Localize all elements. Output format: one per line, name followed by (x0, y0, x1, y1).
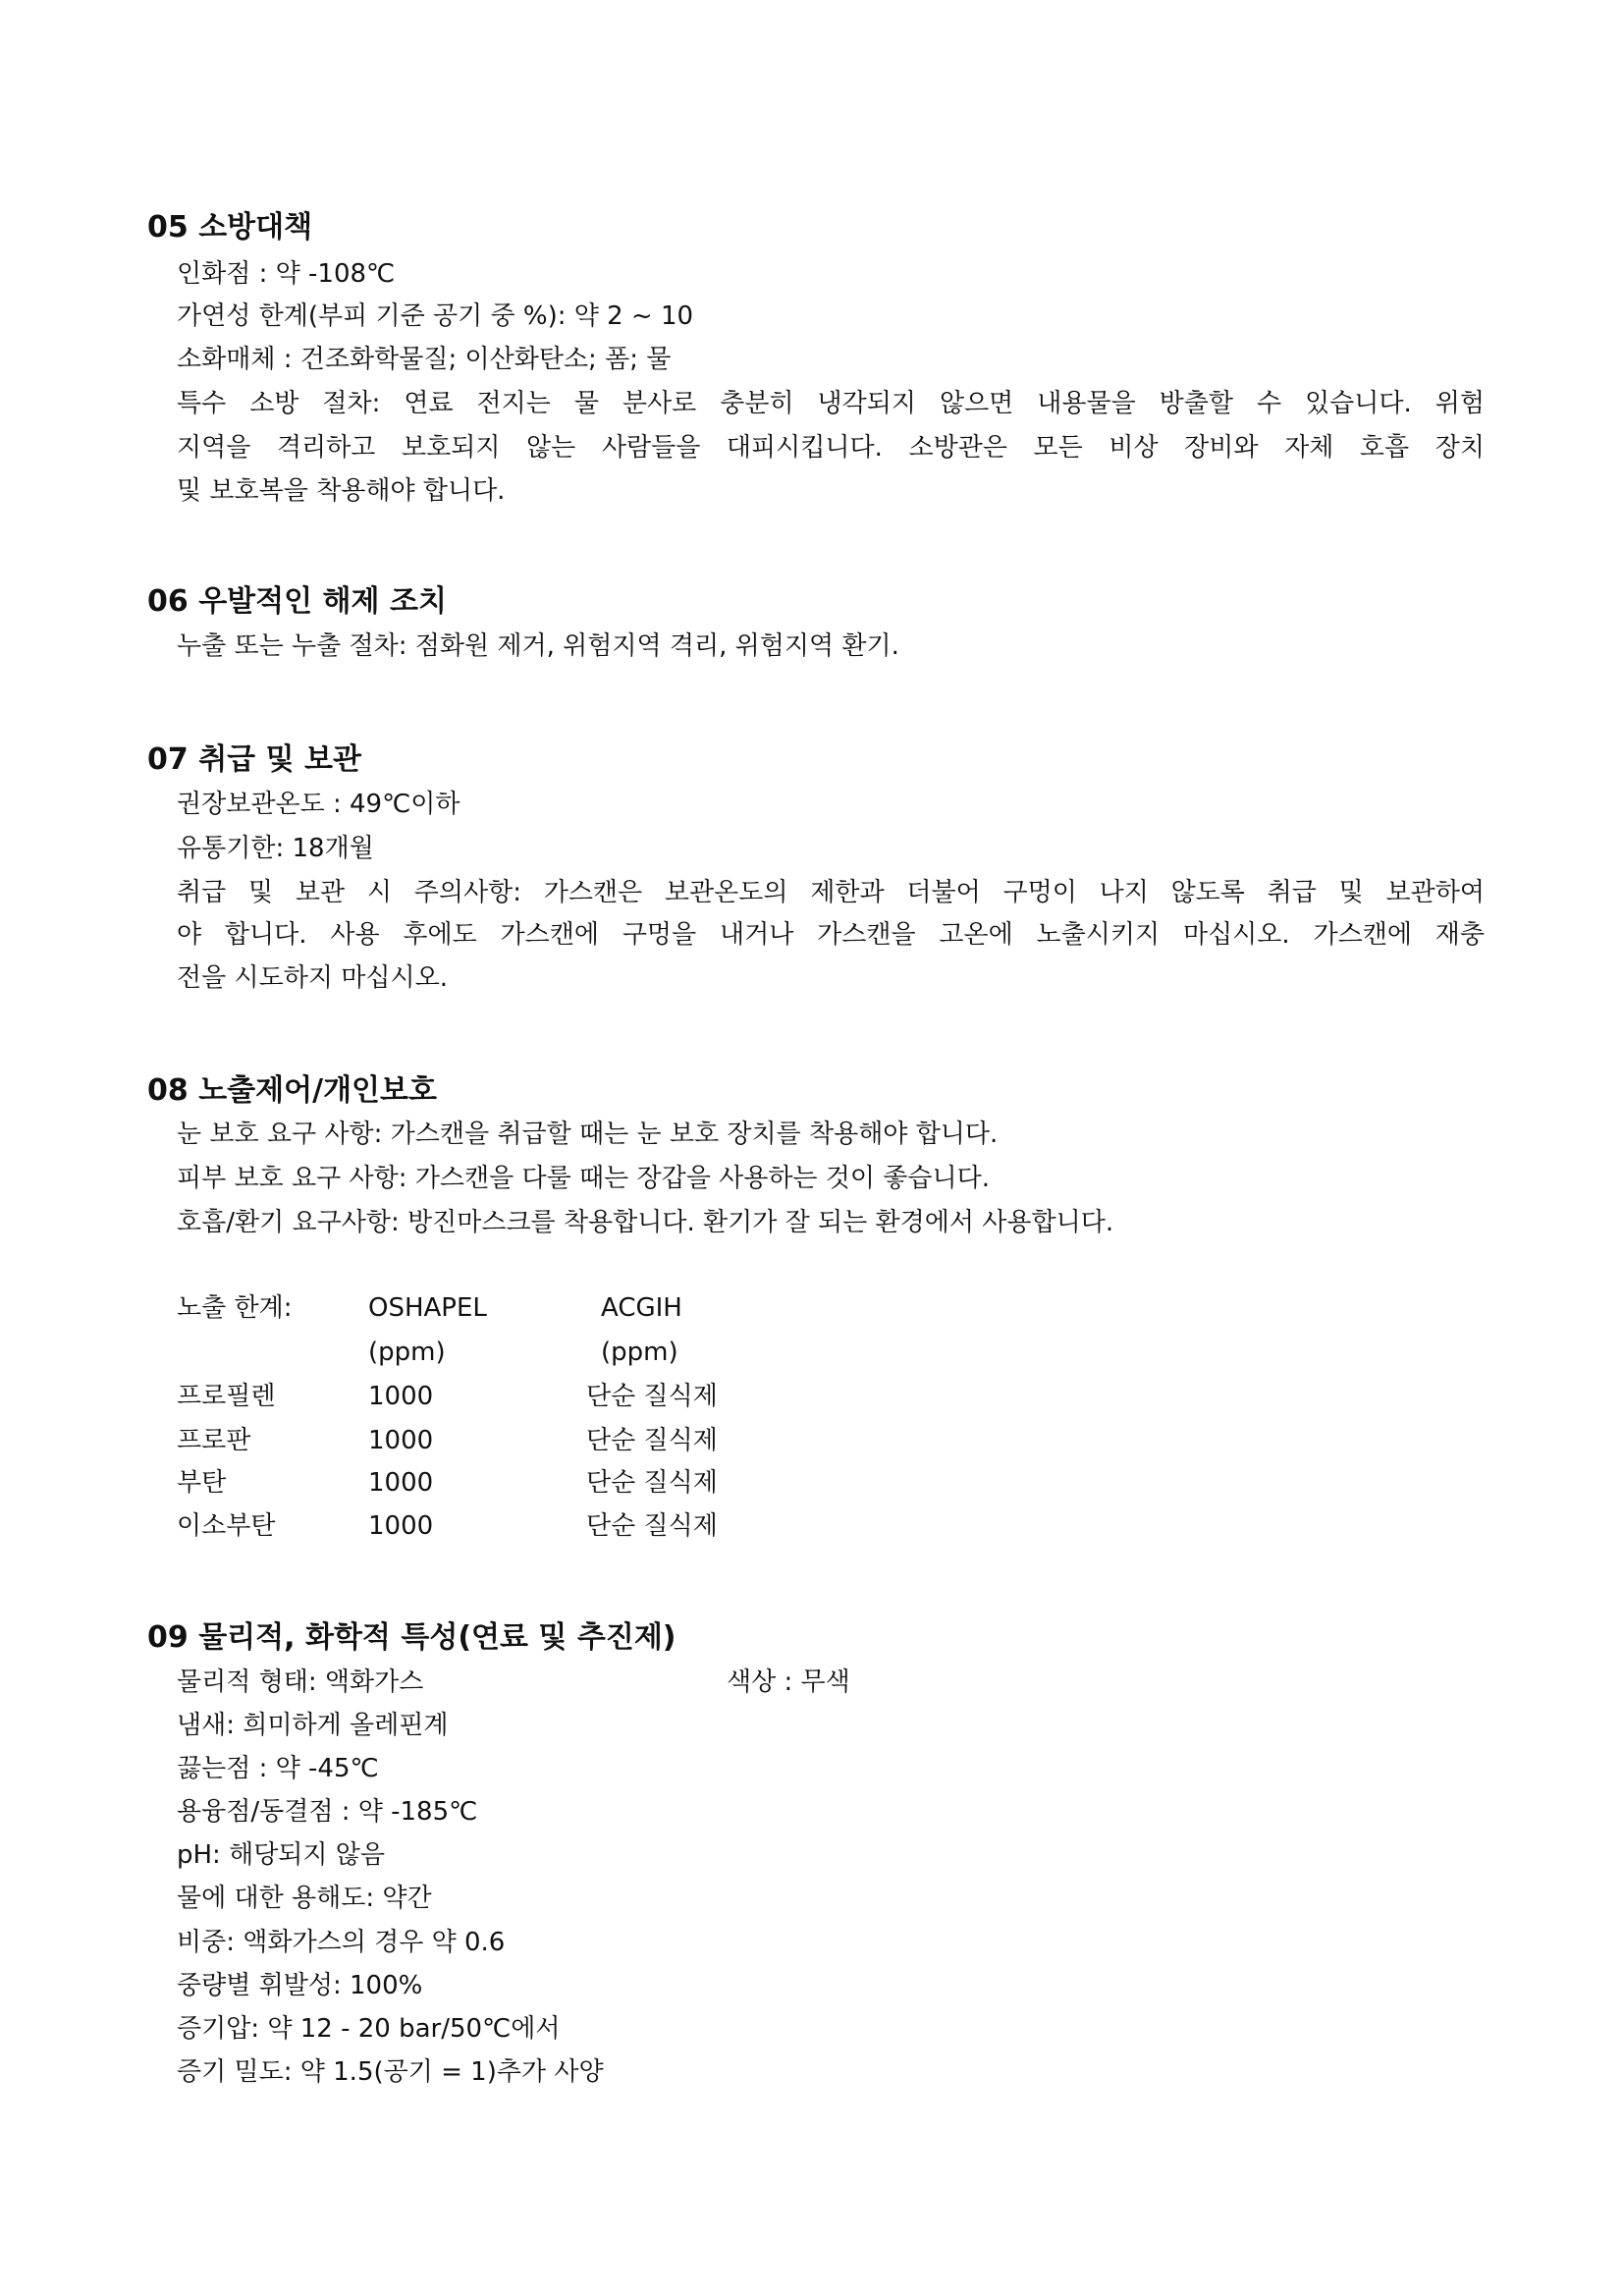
property-line: pH: 해당되지 않음 (177, 1840, 386, 1870)
table-cell: 부탄 (177, 1468, 227, 1498)
col-unit: (ppm) (368, 1338, 446, 1367)
col-header: OSHAPEL (368, 1293, 487, 1323)
table-cell: 프로필렌 (177, 1382, 276, 1411)
skin-protection: 피부 보호 요구 사항: 가스캔을 다룰 때는 장갑을 사용하는 것이 좋습니다. (177, 1164, 991, 1193)
handling-line: 야 합니다. 사용 후에도 가스캔에 구멍을 내거나 가스캔을 고온에 노출시키지 마십시오. 가스캔에 재충 (177, 920, 1485, 950)
table-cell: 1000 (368, 1511, 434, 1541)
storage-temp: 권장보관온도 : 49℃이하 (177, 790, 460, 819)
property-line: 물에 대한 용해도: 약간 (177, 1884, 432, 1913)
col-header: ACGIH (601, 1293, 682, 1323)
table-cell: 프로판 (177, 1426, 251, 1455)
table-cell: 이소부탄 (177, 1511, 276, 1541)
eye-protection: 눈 보호 요구 사항: 가스캔을 취급할 때는 눈 보호 장치를 착용해야 합니다. (177, 1120, 999, 1149)
fire-procedure-line: 특수 소방 절차: 연료 전지는 물 분사로 충분히 냉각되지 않으면 내용물을 방출할 수 있습니다. 위험 (177, 389, 1485, 418)
table-cell: 단순 질식제 (586, 1468, 718, 1498)
leak-procedure: 누출 또는 누출 절차: 점화원 제거, 위험지역 격리, 위험지역 환기. (177, 631, 899, 661)
table-cell: 1000 (368, 1468, 434, 1498)
section-08-title: 08 노출제어/개인보호 (147, 1073, 437, 1108)
property-line: 용융점/동결점 : 약 -185℃ (177, 1797, 478, 1827)
respiratory-protection: 호흡/환기 요구사항: 방진마스크를 착용합니다. 환기가 잘 되는 환경에서 사용합니다. (177, 1208, 1114, 1237)
property-line: 끓는점 : 약 -45℃ (177, 1754, 379, 1783)
table-cell: 단순 질식제 (586, 1426, 718, 1455)
shelf-life: 유통기한: 18개월 (177, 834, 374, 863)
section-07-title: 07 취급 및 보관 (147, 742, 361, 777)
table-label: 노출 한계: (177, 1293, 293, 1323)
table-cell: 단순 질식제 (586, 1382, 718, 1411)
section-06-title: 06 우발적인 해제 조치 (147, 584, 447, 619)
fire-procedure-line: 지역을 격리하고 보호되지 않는 사람들을 대피시킵니다. 소방관은 모든 비상 장비와 자체 호흡 장치 (177, 433, 1485, 463)
property-line: 비중: 액화가스의 경우 약 0.6 (177, 1928, 506, 1957)
color: 색상 : 무색 (727, 1667, 850, 1697)
physical-form: 물리적 형태: 액화가스 (177, 1667, 424, 1697)
section-05-title: 05 소방대책 (147, 210, 313, 245)
fire-procedure-line: 및 보호복을 착용해야 합니다. (177, 476, 506, 506)
property-line: 중량별 휘발성: 100% (177, 1971, 423, 2000)
extinguishing-media: 소화매체 : 건조화학물질; 이산화탄소; 폼; 물 (177, 345, 672, 374)
property-line: 냄새: 희미하게 올레핀계 (177, 1711, 449, 1740)
table-cell: 1000 (368, 1382, 434, 1411)
flammability-limit: 가연성 한계(부피 기준 공기 중 %): 약 2 ~ 10 (177, 301, 694, 331)
handling-line: 취급 및 보관 시 주의사항: 가스캔은 보관온도의 제한과 더불어 구멍이 나지 않도록 취급 및 보관하여 (177, 878, 1485, 907)
flash-point: 인화점 : 약 -108℃ (177, 259, 396, 289)
property-line: 증기 밀도: 약 1.5(공기 = 1)추가 사양 (177, 2057, 604, 2087)
section-09-title: 09 물리적, 화학적 특성(연료 및 추진제) (147, 1620, 676, 1655)
table-cell: 1000 (368, 1426, 434, 1455)
table-cell: 단순 질식제 (586, 1511, 718, 1541)
col-unit: (ppm) (601, 1338, 678, 1367)
property-line: 증기압: 약 12 - 20 bar/50℃에서 (177, 2014, 561, 2044)
handling-line: 전을 시도하지 마십시오. (177, 963, 448, 993)
